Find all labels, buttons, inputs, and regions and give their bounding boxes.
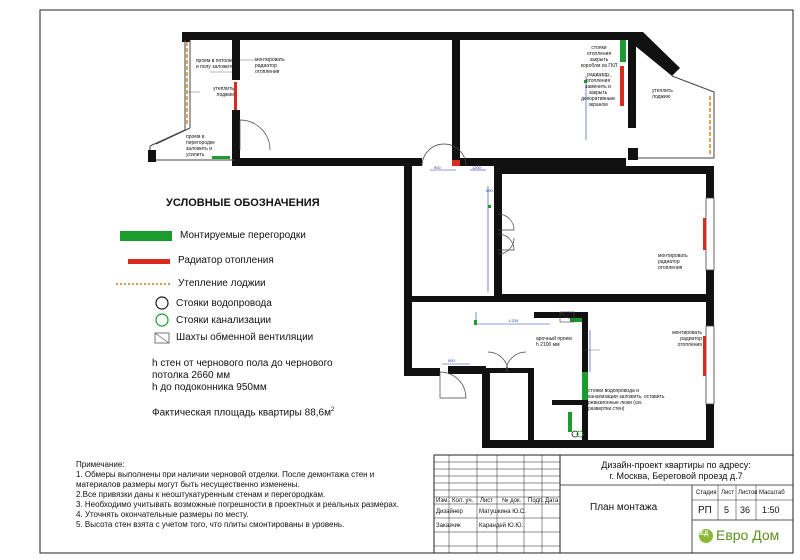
tb-designer-name: Матушкина Ю.С.	[479, 509, 526, 515]
legend-partition-swatch	[120, 231, 172, 241]
note-item-2: 2.Все привязки даны к неоштукатуренным стенам и перегородкам.	[76, 490, 326, 499]
label-opening-lay-brick: проем в перегородке заложить и усилить	[186, 134, 215, 158]
wall-bath-divider	[528, 368, 534, 440]
height-line-3: h до подоконника 950мм	[152, 382, 267, 393]
tb-col-date: Дата	[545, 498, 559, 504]
tb-designer-role: Дизайнер	[436, 509, 463, 515]
legend-sewer-riser-icon	[156, 314, 168, 326]
label-radiator-replace: радиатор отопления заменить и закрыть декоративным экраном	[581, 72, 615, 108]
right-room-radiator	[620, 66, 624, 106]
tb-stage: РП	[698, 505, 712, 516]
wall-bath-right	[582, 312, 588, 372]
wall-corridor-short	[448, 366, 486, 374]
wall-lower-right	[706, 302, 714, 326]
tb-client-role: Заказчик	[436, 523, 461, 529]
legend-label-water-riser: Стояки водопровода	[176, 298, 272, 309]
area-text	[152, 404, 334, 419]
legend-label-sewer-riser: Стояки канализации	[176, 315, 272, 326]
label-arch-opening: арочный проем h 2100 мм	[536, 336, 572, 348]
tb-sheet-label: Лист	[721, 490, 735, 496]
dim-label: 900	[448, 358, 455, 363]
dim-label: 1200	[472, 165, 481, 170]
dim-label: 600	[486, 188, 493, 193]
note-item-5: 5. Высота стен взята с учетом того, что плиты смонтированы в уровень.	[76, 520, 345, 529]
tb-col-list: Лист	[480, 498, 494, 504]
wall-corridor-mid	[404, 296, 464, 302]
loggia-balcony-block	[148, 150, 156, 162]
wall-bottom	[484, 440, 714, 448]
legend-label-radiator: Радиатор отопления	[178, 255, 274, 266]
dim-label: 1 200	[508, 318, 519, 323]
wall-corridor-left	[404, 166, 412, 374]
wall-top-left-stub	[182, 32, 190, 42]
label-radiator-mount-low: монтировать радиатор отопления	[672, 330, 702, 348]
tb-sheets-label: Листов	[738, 490, 758, 496]
area-unit-superscript: 2	[330, 407, 335, 413]
wall-left-room-bottom	[232, 158, 422, 166]
wall-corridor-top-right	[458, 158, 626, 166]
tb-sheet: 5	[724, 505, 730, 515]
label-riser-cover: стояки отопления закрыть коробом из ГКЛ	[580, 45, 618, 69]
wall-top	[182, 32, 632, 40]
label-radiator-mount-mid: монтировать радиатор отопления	[658, 253, 688, 271]
legend-label-vent-shaft: Шахты обменной вентиляции	[176, 332, 314, 343]
partition-wc-2	[568, 412, 572, 432]
legend-water-riser-icon	[156, 297, 168, 309]
label-balcony-opening: проем в потолке и полу заложить	[195, 58, 234, 70]
legend-radiator-swatch	[128, 259, 170, 264]
tb-project-line2: г. Москва, Береговой проезд д.7	[609, 471, 743, 481]
logo-text: Евро Дом	[716, 527, 780, 543]
wall-corridor-bottom-left	[404, 368, 440, 376]
wall-bedroom-right-top	[706, 166, 714, 198]
legend-label-insulation: Утепление лоджии	[178, 278, 266, 289]
label-radiator-mount-left: монтировать радиатор отопления	[255, 57, 285, 75]
tb-col-izm: Изм.	[436, 498, 449, 504]
tb-scale: 1:50	[762, 505, 780, 515]
tb-client-name: Карандей Ю.Ю.	[479, 523, 524, 529]
right-room-partition	[620, 40, 626, 62]
height-line-1: h стен от чернового пола до чернового	[152, 358, 333, 369]
door-left-red	[452, 160, 460, 166]
loggia-left-radiator	[234, 82, 237, 110]
wall-right-room-right-top	[628, 38, 636, 128]
wall-left-room-right	[232, 110, 240, 166]
label-insulate-loggia-right: утеплить лоджию	[652, 88, 673, 100]
doors	[422, 144, 526, 398]
wall-top-mid-divider	[452, 38, 460, 166]
dimension-ticks	[474, 80, 587, 325]
tb-col-sign: Подп.	[528, 498, 544, 504]
tb-col-kol: Кол. уч.	[452, 498, 474, 504]
tb-stage-label: Стадия	[696, 490, 717, 496]
note-item-3: 3. Необходимо учитывать возможные погрешности в проектных и реальных размерах.	[76, 500, 400, 509]
area-value: Фактическая площадь квартиры 88,6м	[152, 407, 331, 419]
legend-label-partition: Монтируемые перегородки	[180, 230, 306, 241]
tb-col-doc: № док.	[502, 498, 522, 504]
label-insulate-loggia-left: утеплить лоджии	[213, 86, 234, 98]
note-item-4: 4. Уточнять окончательные размеры по месту.	[76, 510, 249, 519]
tb-scale-label: Масштаб	[759, 490, 785, 496]
tb-sheet-title: План монтажа	[590, 502, 658, 513]
legend-title: УСЛОВНЫЕ ОБОЗНАЧЕНИЯ	[166, 197, 320, 209]
note-item-1: 1. Обмеры выполнены при наличии черновой отделки. После демонтажа стен и материалов размеры могут быть несущественно изменены.	[76, 470, 375, 489]
wall-bedroom-bottom	[494, 294, 714, 302]
legend-vent-shaft-icon	[155, 333, 169, 343]
label-risers-note: стояки водопровода и канализации заложить, оставить ревизионные люки (см. развертки стен)	[588, 388, 665, 412]
partition-corridor	[570, 318, 582, 322]
height-line-2: потолка 2660 мм	[152, 370, 231, 381]
wall-lower-left	[482, 368, 490, 448]
lower-window	[706, 326, 714, 404]
tb-sheets: 36	[740, 505, 751, 515]
wall-bath-mid	[490, 368, 530, 373]
logo-mark: ЕД	[700, 531, 709, 537]
tb-project-line1: Дизайн-проект квартиры по адресу:	[601, 460, 751, 470]
lower-radiator	[703, 336, 706, 376]
notes-title: Примечание:	[76, 460, 125, 469]
bedroom-window	[706, 198, 714, 270]
wall-wc-top	[552, 400, 582, 405]
arch-block	[462, 296, 498, 302]
dim-label: 900	[434, 165, 441, 170]
bedroom-radiator	[703, 218, 706, 250]
wall-bedroom-top	[494, 166, 714, 174]
